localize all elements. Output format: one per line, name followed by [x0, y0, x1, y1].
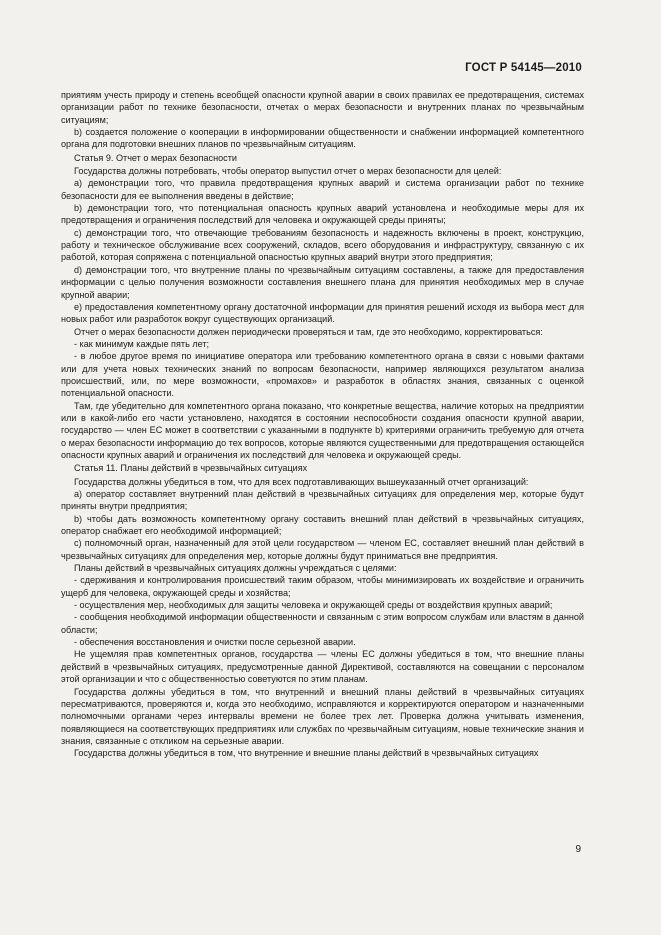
document-body: [61, 89, 584, 760]
paragraph: Там, где убедительно для компетентного органа показано, что конкретные вещества, наличие которых на предприятии или в какой-либо его части установлено, находятся в состоянии неспособности создания опасности крупной аварии, государство — член ЕС может в соответствии с указанными в подпункте b) критериями ограничить требуемую для отчета о мерах безопасности информацию до тех вопросов, которые являются существенными для предотвращения остающейся опасности крупных аварий и ограничения их последствий для человека и окружающей среды.: [61, 400, 584, 460]
paragraph: - сдерживания и контролирования происшествий таким образом, чтобы минимизировать их воздействие и ограничить ущерб для человека, окружающей среды и хозяйства;: [61, 575, 584, 598]
paragraph: Отчет о мерах безопасности должен периодически проверяться и там, где это необходимо, корректироваться:: [74, 326, 543, 337]
paragraph: - в любое другое время по инициативе оператора или требованию компетентного органа в связи с новыми фактами или для учета новых технических знаний по вопросам безопасности, например являющихся результатом анализа происшествий, или, по мере возможности, «промахов» и разработок в областях знания, связанных с оценкой потенциальной опасности.: [61, 351, 584, 399]
paragraph: Государства должны потребовать, чтобы оператор выпустил отчет о мерах безопасности для целей:: [74, 166, 502, 177]
paragraph: Государства должны убедиться в том, что для всех подготавливающих вышеуказанный отчет организаций:: [74, 476, 529, 487]
paragraph: b) демонстрации того, что потенциальная опасность крупных аварий установлена и необходимые меры для их предотвращения и ограничения последствий для человека и окружающей среды приняты;: [61, 203, 584, 226]
paragraph: Государства должны убедиться в том, что внутренний и внешний планы действий в чрезвычайных ситуациях пересматриваются, проверяются и, когда это необходимо, исправляются и корректируются оператором и назначенными полномочными органами через интервалы времени не более трех лет. Проверка должна учитывать изменения, появляющиеся на соответствующих предприятиях или службах по чрезвычайным ситуациям, новые технические знания и знания, связанные с откликом на серьезные аварии.: [61, 686, 584, 746]
article-heading: Статья 11. Планы действий в чрезвычайных ситуациях: [74, 463, 308, 474]
paragraph: d) демонстрации того, что внутренние планы по чрезвычайным ситуациям составлены, а также для предоставления информации с целью получения возможности составления внешнего плана для принятия необходимых мер в случае крупной аварии;: [61, 264, 584, 300]
paragraph: е) предоставления компетентному органу достаточной информации для принятия решений исходя из выбора мест для новых работ или разработок вокруг существующих организаций.: [61, 301, 584, 325]
paragraph: с) демонстрации того, что отвечающие требованиям безопасность и надежность включены в проект, конструкцию, работу и техническое обслуживание всех сооружений, складов, всего оборудования и инфраструктуру, связанную с их работой, которая сопряжена с потенциальной опасностью крупных аварий внутри этого предприятия;: [61, 227, 584, 263]
document-header: ГОСТ Р 54145—2010: [465, 62, 582, 74]
paragraph: - как минимум каждые пять лет;: [74, 338, 210, 349]
paragraph: - обеспечения восстановления и очистки после серьезной аварии.: [74, 637, 356, 648]
paragraph: - осуществления мер, необходимых для защиты человека и окружающей среды от воздействия крупных аварий;: [74, 600, 553, 611]
paragraph: а) демонстрации того, что правила предотвращения крупных аварий и система организации работ по технике безопасности для ее выполнения введены в действие;: [61, 178, 584, 201]
paragraph: а) оператор составляет внутренний план действий в чрезвычайных ситуациях для определения мер, которые будут приняты внутри предприятия;: [61, 489, 584, 512]
paragraph: приятиям учесть природу и степень всеобщей опасности крупной аварии в своих правилах ее предотвращения, системах организации работ по технике безопасности, отчетах о мерах безопасности и внутренних планах по чрезвычайным ситуациям;: [61, 90, 584, 125]
paragraph: - сообщения необходимой информации общественности и связанным с этим вопросом службам или властям в данной области;: [61, 612, 584, 635]
paragraph: Не ущемляя прав компетентных органов, государства — члены ЕС должны убедиться в том, что внешние планы действий в чрезвычайных ситуациях, предусмотренные данной Директивой, составляются на совещании с персоналом этой организации и что с общественностью советуются по этим планам.: [61, 649, 584, 685]
paragraph: с) полномочный орган, назначенный для этой цели государством — членом ЕС, составляет внешний план действий в чрезвычайных ситуациях для определения мер, которые должны будут приниматься вне предприятия.: [61, 538, 584, 561]
page-number: 9: [575, 844, 581, 855]
article-heading: Статья 9. Отчет о мерах безопасности: [74, 152, 237, 163]
paragraph: Планы действий в чрезвычайных ситуациях должны учреждаться с целями:: [74, 563, 397, 574]
paragraph: b) чтобы дать возможность компетентному органу составить внешний план действий в чрезвычайных ситуациях, оператор снабжает его необходимой информацией;: [61, 513, 584, 537]
paragraph: b) создается положение о кооперации в информировании общественности и снабжении информацией компетентного органа для подготовки внешних планов по чрезвычайным ситуациям.: [61, 127, 584, 150]
paragraph: Государства должны убедиться в том, что внутренние и внешние планы действий в чрезвычайных ситуациях: [74, 748, 539, 759]
